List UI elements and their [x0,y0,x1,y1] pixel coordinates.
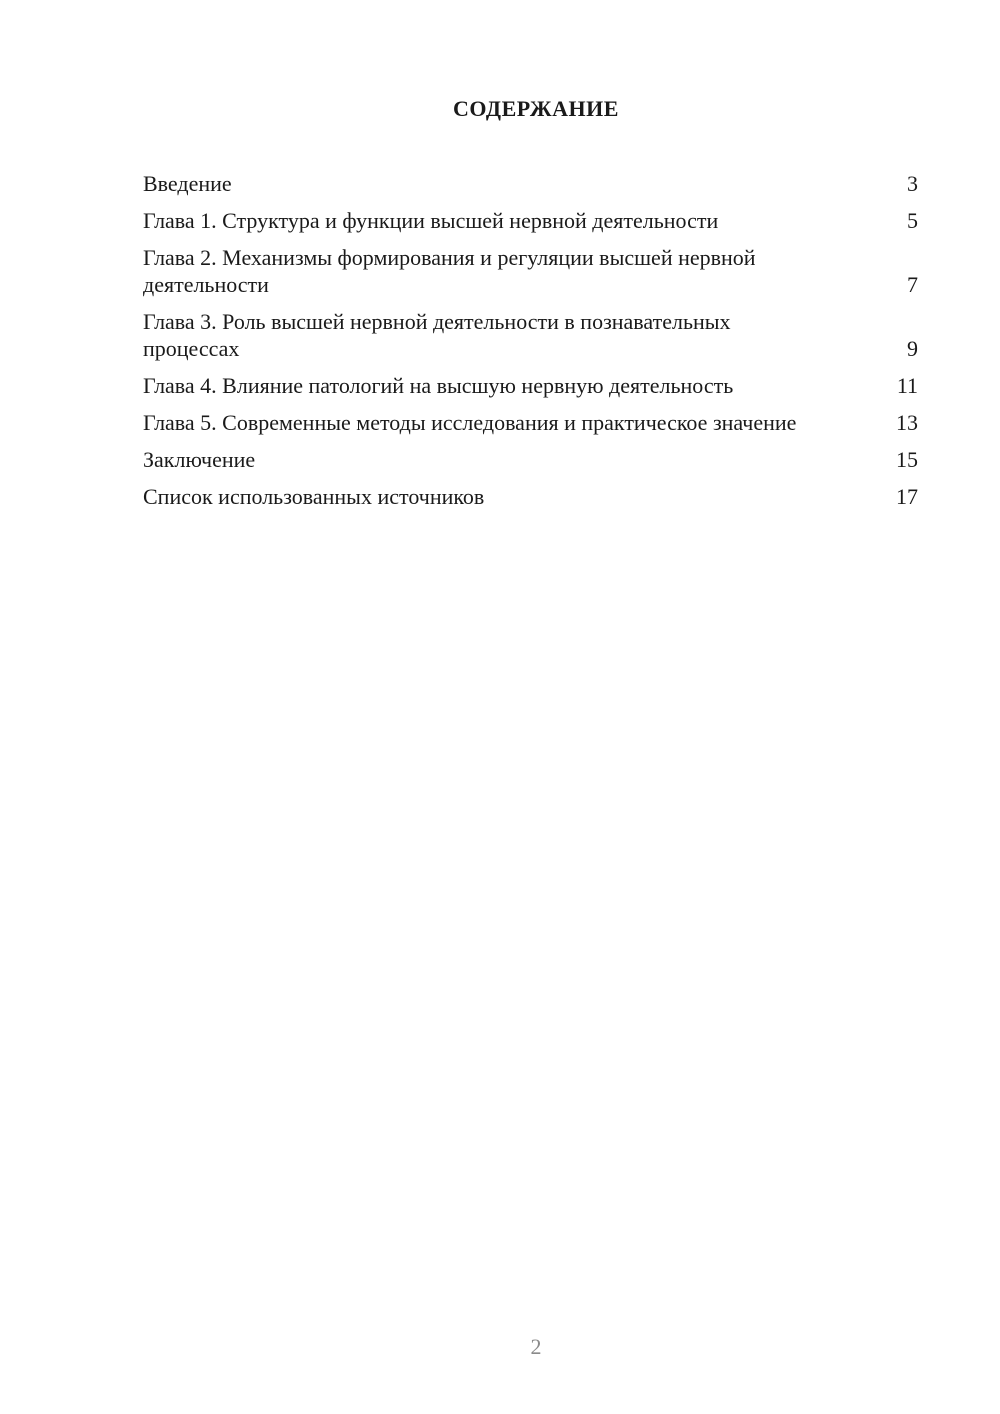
toc-entry-text: Глава 1. Структура и функции высшей нервной деятельности [143,208,719,233]
toc-entry-page-number: 3 [907,171,918,196]
toc-list [143,170,918,520]
toc-entry-text: Глава 3. Роль высшей нервной деятельности в познавательных процессах [143,309,731,361]
toc-entry-chapter-4[interactable] [143,372,918,399]
toc-entry-page-number: 17 [896,484,918,509]
toc-title: СОДЕРЖАНИЕ [453,96,619,121]
toc-entry-page-number: 15 [896,447,918,472]
toc-entry-text: Глава 2. Механизмы формирования и регуляции высшей нервной деятельности [143,245,756,297]
toc-entry-text: Глава 5. Современные методы исследования и практическое значение [143,410,797,435]
toc-entry-introduction[interactable] [143,170,918,197]
toc-entry-conclusion[interactable] [143,446,918,473]
toc-entry-page-number: 7 [907,272,918,297]
toc-entry-page-number: 5 [907,208,918,233]
toc-entry-text: Заключение [143,447,256,472]
toc-entry-chapter-2[interactable] [143,244,918,298]
toc-entry-page-number: 9 [907,336,918,361]
page-number: 2 [530,1334,542,1359]
toc-entry-text: Введение [143,171,232,196]
toc-entry-references[interactable] [143,483,918,510]
toc-entry-chapter-1[interactable] [143,207,918,234]
toc-entry-chapter-3[interactable] [143,308,918,362]
toc-entry-text: Список использованных источников [143,484,485,509]
toc-entry-chapter-5[interactable] [143,409,918,436]
toc-entry-text: Глава 4. Влияние патологий на высшую нервную деятельность [143,373,734,398]
toc-entry-page-number: 11 [896,373,918,398]
toc-entry-page-number: 13 [896,410,918,435]
